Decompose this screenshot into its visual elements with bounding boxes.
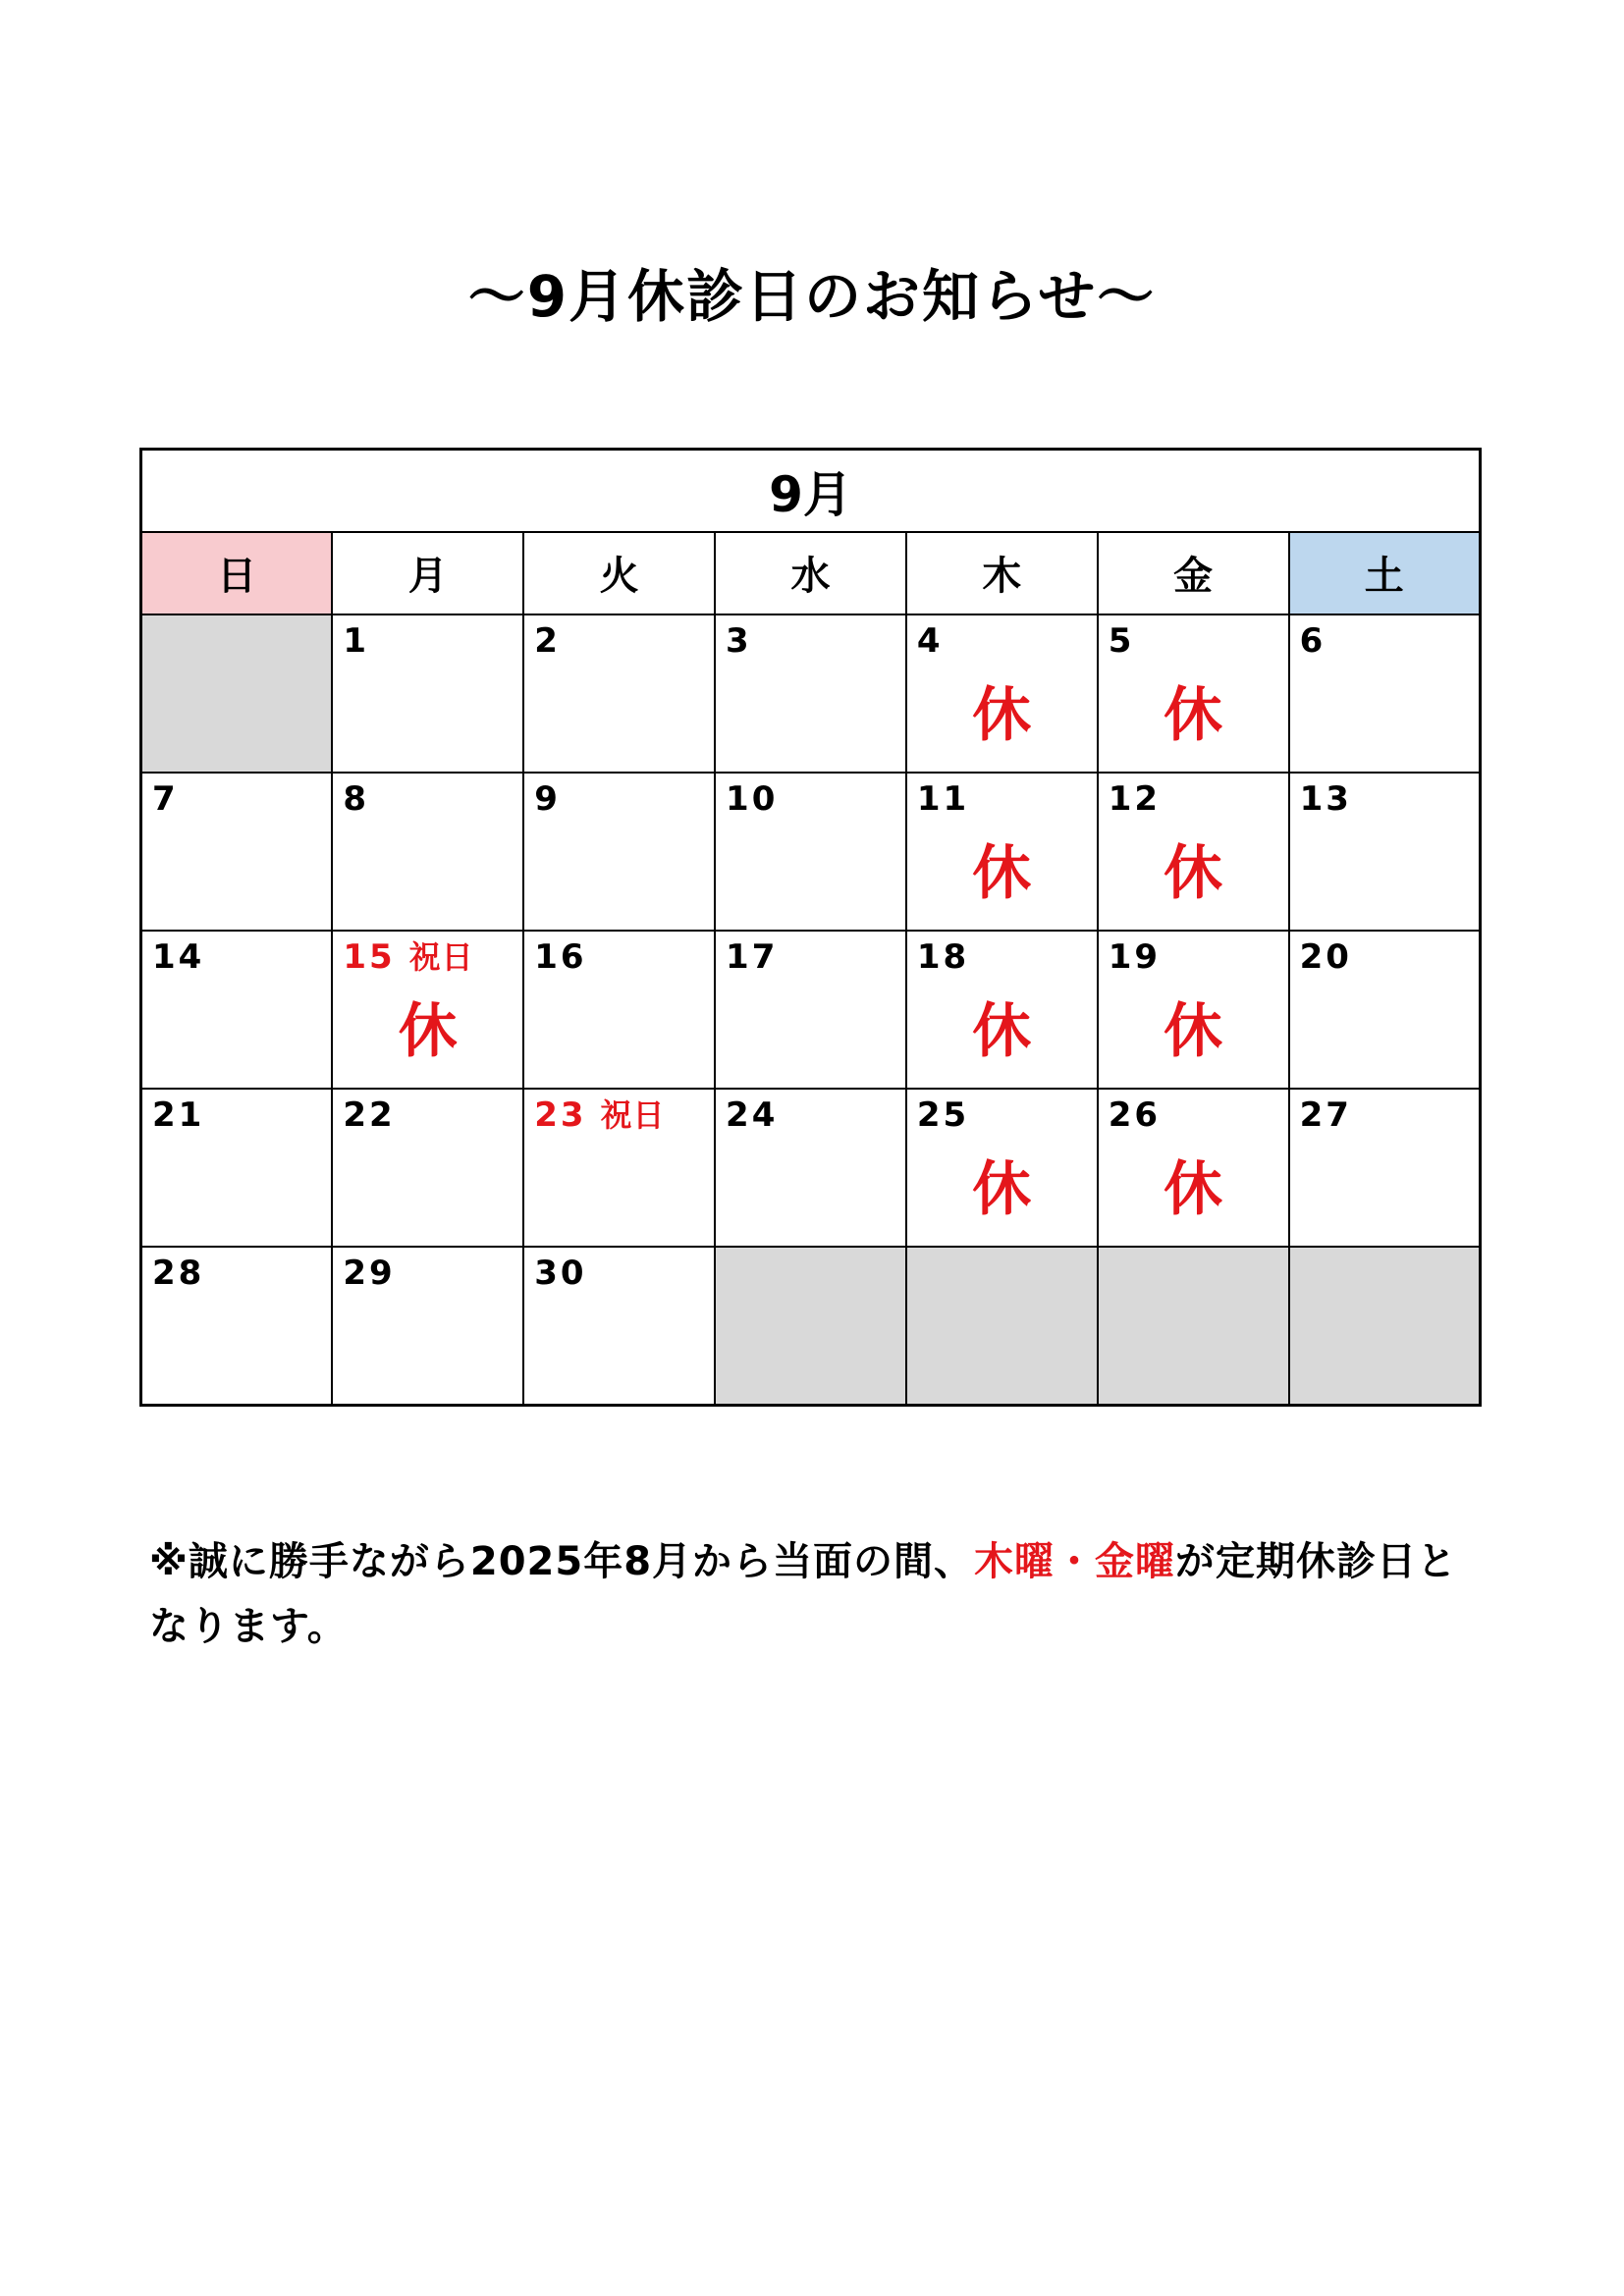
notice-highlight-days: 木曜・金曜: [974, 1539, 1176, 1584]
day-number-text: 2: [534, 620, 561, 661]
empty-day-cell: [141, 614, 333, 773]
day-cell: [523, 931, 715, 1089]
weekday-header-4: 木: [906, 532, 1098, 614]
day-number-text: 8: [343, 778, 370, 819]
day-cell: [906, 614, 1098, 773]
weekday-header-1: 月: [332, 532, 523, 614]
day-number: [1300, 621, 1326, 661]
day-number-text: 11: [916, 778, 970, 819]
weekday-header-5: 金: [1098, 532, 1289, 614]
day-number: [343, 779, 369, 819]
notice-suffix: が定期休診日となります。: [149, 1539, 1458, 1649]
day-cell: [523, 1089, 715, 1247]
calendar-week-row: [141, 931, 1481, 1089]
day-cell: [1289, 614, 1481, 773]
closed-day-mark: 休: [972, 838, 1032, 908]
day-number: [534, 1254, 586, 1293]
day-number: [1109, 779, 1161, 819]
day-cell: [523, 1247, 715, 1406]
day-cell: [332, 614, 523, 773]
day-number-text: 9: [534, 778, 561, 819]
day-number-text: 7: [152, 778, 179, 819]
day-number-text: 1: [343, 620, 370, 661]
day-number: [726, 779, 778, 819]
day-cell: [141, 1247, 333, 1406]
day-number: [917, 779, 969, 819]
day-number-text: 27: [1299, 1095, 1352, 1135]
day-cell: [1289, 773, 1481, 931]
day-number: [917, 621, 944, 661]
weekday-header-0: 日: [141, 532, 333, 614]
day-number: [1109, 1095, 1161, 1135]
day-number-text: 4: [916, 620, 944, 661]
closed-day-mark: 休: [972, 1154, 1032, 1224]
day-number-text: 13: [1299, 778, 1352, 819]
calendar-week-row: [141, 1089, 1481, 1247]
day-number-text: 18: [916, 936, 970, 977]
day-number: [1300, 937, 1352, 977]
day-number-text: 6: [1299, 620, 1326, 661]
day-number-text: 10: [726, 778, 779, 819]
day-cell: [332, 773, 523, 931]
empty-day-cell: [906, 1247, 1098, 1406]
day-number: [343, 621, 369, 661]
day-number: [343, 1254, 395, 1293]
holiday-label: 祝日: [408, 937, 474, 976]
day-number-text: 28: [152, 1253, 205, 1293]
day-number-text: 20: [1299, 936, 1352, 977]
day-number: [534, 937, 586, 977]
day-cell: [332, 1089, 523, 1247]
day-cell: [715, 614, 906, 773]
empty-day-cell: [715, 1247, 906, 1406]
day-cell: [906, 1089, 1098, 1247]
page-title: ～9月休診日のお知らせ～: [467, 263, 1157, 330]
calendar-body: [141, 614, 1481, 1406]
day-cell: [1289, 1089, 1481, 1247]
day-cell: [1289, 931, 1481, 1089]
day-number: [152, 937, 204, 977]
day-cell: [1098, 773, 1289, 931]
calendar-table: [139, 448, 1482, 1407]
calendar-week-row: [141, 614, 1481, 773]
day-number-text: 16: [534, 936, 587, 977]
empty-day-cell: [1098, 1247, 1289, 1406]
day-number: [726, 621, 752, 661]
day-number-text: 3: [726, 620, 752, 661]
day-number: [152, 779, 179, 819]
day-number: [343, 1095, 395, 1135]
day-number-text: 25: [916, 1095, 970, 1135]
month-header: 9月: [141, 450, 1481, 532]
day-number-text: 26: [1108, 1095, 1162, 1135]
day-number: [726, 937, 778, 977]
day-number-text: 14: [152, 936, 205, 977]
day-cell: [906, 773, 1098, 931]
day-number: [534, 1095, 665, 1135]
weekday-header-row: [141, 532, 1481, 614]
empty-day-cell: [1289, 1247, 1481, 1406]
notice-prefix: ※誠に勝手ながら2025年8月から当面の間、: [149, 1539, 975, 1584]
closed-day-mark: 休: [1164, 680, 1223, 750]
day-number: [1300, 1095, 1352, 1135]
day-cell: [141, 773, 333, 931]
day-cell: [141, 1089, 333, 1247]
closed-day-mark: 休: [1164, 996, 1223, 1066]
day-number: [917, 937, 969, 977]
day-number-text: 12: [1108, 778, 1162, 819]
day-number-text: 29: [343, 1253, 396, 1293]
closed-day-mark: 休: [1164, 1154, 1223, 1224]
day-number: [343, 937, 473, 977]
closed-day-mark: 休: [972, 680, 1032, 750]
closed-day-mark: 休: [1164, 838, 1223, 908]
day-cell: [332, 931, 523, 1089]
closed-day-mark: 休: [972, 996, 1032, 1066]
day-cell: [715, 773, 906, 931]
weekday-header-3: 水: [715, 532, 906, 614]
day-cell: [715, 931, 906, 1089]
day-cell: [523, 773, 715, 931]
calendar-week-row: [141, 1247, 1481, 1406]
day-number-text: 5: [1108, 620, 1135, 661]
closed-day-mark: 休: [398, 996, 458, 1066]
day-number: [1109, 937, 1161, 977]
day-number: [152, 1095, 204, 1135]
holiday-label: 祝日: [600, 1095, 666, 1134]
day-number: [726, 1095, 778, 1135]
day-cell: [715, 1089, 906, 1247]
day-cell: [332, 1247, 523, 1406]
day-number-text: 23: [534, 1095, 587, 1135]
calendar-week-row: [141, 773, 1481, 931]
day-number-text: 17: [726, 936, 779, 977]
weekday-header-6: 土: [1289, 532, 1481, 614]
day-number: [1109, 621, 1135, 661]
day-number: [152, 1254, 204, 1293]
day-cell: [1098, 931, 1289, 1089]
day-number: [534, 779, 561, 819]
day-number: [917, 1095, 969, 1135]
day-number: [534, 621, 561, 661]
closure-notice: [149, 1529, 1485, 1659]
day-number-text: 15: [343, 936, 396, 977]
day-cell: [1098, 614, 1289, 773]
day-number-text: 30: [534, 1253, 587, 1293]
weekday-header-2: 火: [523, 532, 715, 614]
day-number-text: 19: [1108, 936, 1162, 977]
day-number: [1300, 779, 1352, 819]
day-cell: [141, 931, 333, 1089]
day-number-text: 22: [343, 1095, 396, 1135]
day-number-text: 21: [152, 1095, 205, 1135]
day-cell: [906, 931, 1098, 1089]
day-number-text: 24: [726, 1095, 779, 1135]
day-cell: [523, 614, 715, 773]
day-cell: [1098, 1089, 1289, 1247]
